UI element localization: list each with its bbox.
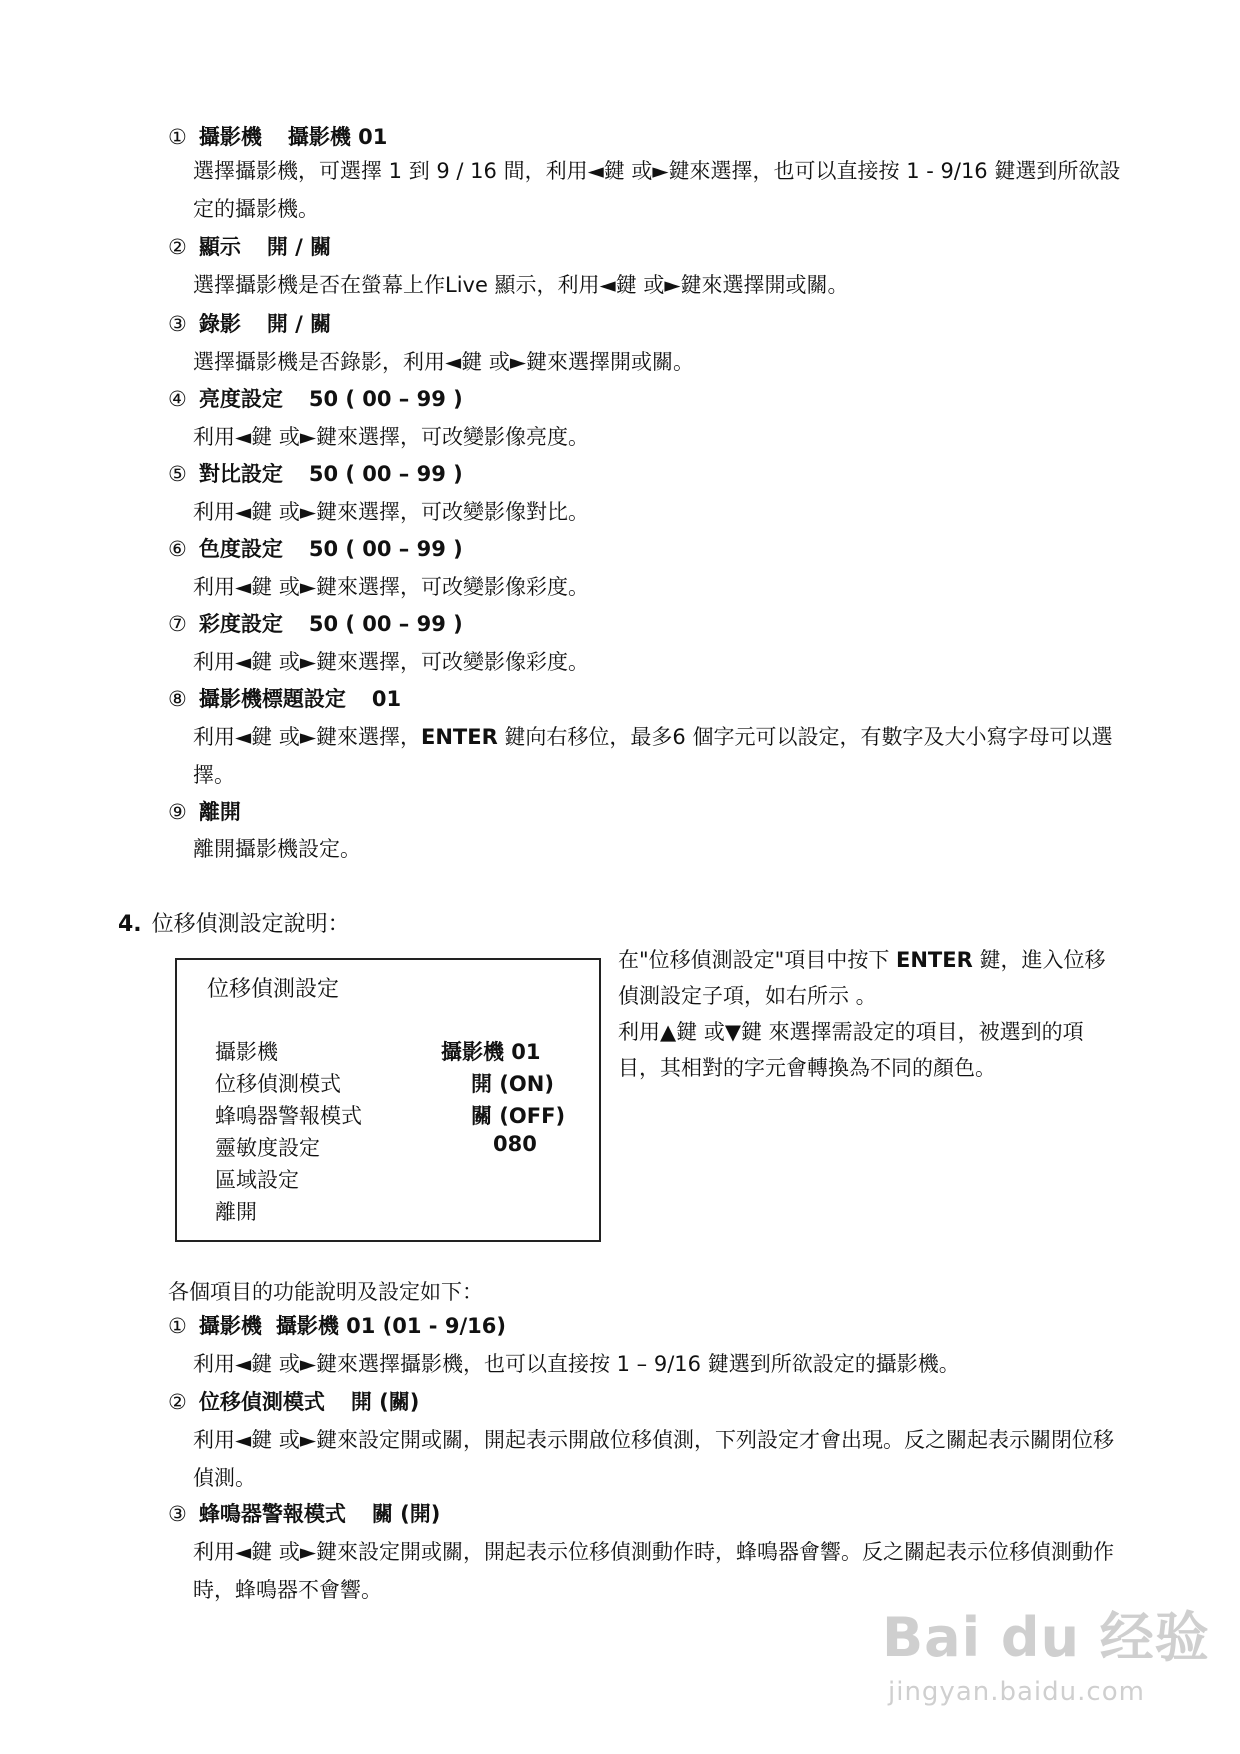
exit-item-title: ⑨ 離開 [168, 800, 241, 824]
motion-camera-item-title: ① 攝影機 攝影機 01 (01 - 9/16) [168, 1314, 506, 1338]
hue-item-title: ⑥ 色度設定 50 ( 00 – 99 ) [168, 537, 463, 561]
menu-row-sensitivity: 靈敏度設定 080 [215, 1132, 537, 1160]
exit-item-desc: 離開攝影機設定。 [193, 837, 361, 861]
menu-row-exit: 離開 [215, 1200, 257, 1224]
motion-settings-menu [175, 958, 601, 1242]
menu-row-buzzer-mode: 蜂鳴器警報模式 關 (OFF) [215, 1104, 566, 1128]
items-intro: 各個項目的功能說明及設定如下： [168, 1280, 483, 1304]
menu-title: 位移偵測設定 [207, 977, 340, 1002]
hue-item-desc: 利用◄鍵 或►鍵來選擇，可改變影像彩度。 [193, 575, 589, 599]
side-explanation [618, 942, 1118, 1086]
motion-camera-item-desc: 利用◄鍵 或►鍵來選擇攝影機，也可以直接按 1 – 9/16 鍵選到所欲設定的攝影機。 [193, 1352, 960, 1376]
brightness-item-title: ④ 亮度設定 50 ( 00 – 99 ) [168, 387, 463, 411]
motion-mode-item-desc: 利用◄鍵 或►鍵來設定開或關，開起表示開啟位移偵測，下列設定才會出現。反之關起表示關閉位移偵測。 [193, 1428, 1114, 1490]
record-item-desc: 選擇攝影機是否錄影，利用◄鍵 或►鍵來選擇開或關。 [193, 350, 694, 374]
buzzer-mode-item-title: ③ 蜂鳴器警報模式 關 (開) [168, 1502, 441, 1526]
section-heading: 4. 位移偵測設定說明： [118, 912, 350, 937]
camera-title-item-title: ⑧ 攝影機標題設定 01 [168, 687, 402, 711]
contrast-item-desc: 利用◄鍵 或►鍵來選擇，可改變影像對比。 [193, 500, 589, 524]
display-item-desc: 選擇攝影機是否在螢幕上作Live 顯示，利用◄鍵 或►鍵來選擇開或關。 [193, 273, 849, 297]
saturation-item-title: ⑦ 彩度設定 50 ( 00 – 99 ) [168, 612, 463, 636]
display-item-title: ② 顯示 開 / 關 [168, 235, 332, 259]
baidu-watermark: Bai du 经验 jingyan.baidu.com [882, 1606, 1210, 1707]
camera-item-title: ① 攝影機 攝影機 01 [168, 125, 388, 149]
menu-row-camera: 攝影機 攝影機 01 [215, 1040, 541, 1064]
saturation-item-desc: 利用◄鍵 或►鍵來選擇，可改變影像彩度。 [193, 650, 589, 674]
motion-mode-item-title: ② 位移偵測模式 開 (關) [168, 1390, 420, 1414]
camera-item-desc: 選擇攝影機，可選擇 1 到 9 / 16 間，利用◄鍵 或►鍵來選擇，也可以直接按 1 - 9/16 鍵選到所欲設定的攝影機。 [193, 159, 1121, 221]
brightness-item-desc: 利用◄鍵 或►鍵來選擇，可改變影像亮度。 [193, 425, 589, 449]
record-item-title: ③ 錄影 開 / 關 [168, 312, 332, 336]
contrast-item-title: ⑤ 對比設定 50 ( 00 – 99 ) [168, 462, 463, 486]
side-paragraph-2: 利用▲鍵 或▼鍵 來選擇需設定的項目，被選到的項目，其相對的字元會轉換為不同的顏色。 [618, 1020, 1084, 1080]
menu-row-area: 區域設定 [215, 1168, 299, 1192]
buzzer-mode-item-desc: 利用◄鍵 或►鍵來設定開或關，開起表示位移偵測動作時，蜂鳴器會響。反之關起表示位移偵測動作時，蜂鳴器不會響。 [193, 1540, 1114, 1602]
side-paragraph-1: 在"位移偵測設定"項目中按下 ENTER 鍵，進入位移偵測設定子項，如右所示 。 [618, 948, 1106, 1008]
menu-row-motion-mode: 位移偵測模式 開 (ON) [215, 1072, 554, 1096]
camera-title-item-desc: 利用◄鍵 或►鍵來選擇，ENTER 鍵向右移位，最多6 個字元可以設定，有數字及大小寫字母可以選擇。 [193, 725, 1113, 787]
